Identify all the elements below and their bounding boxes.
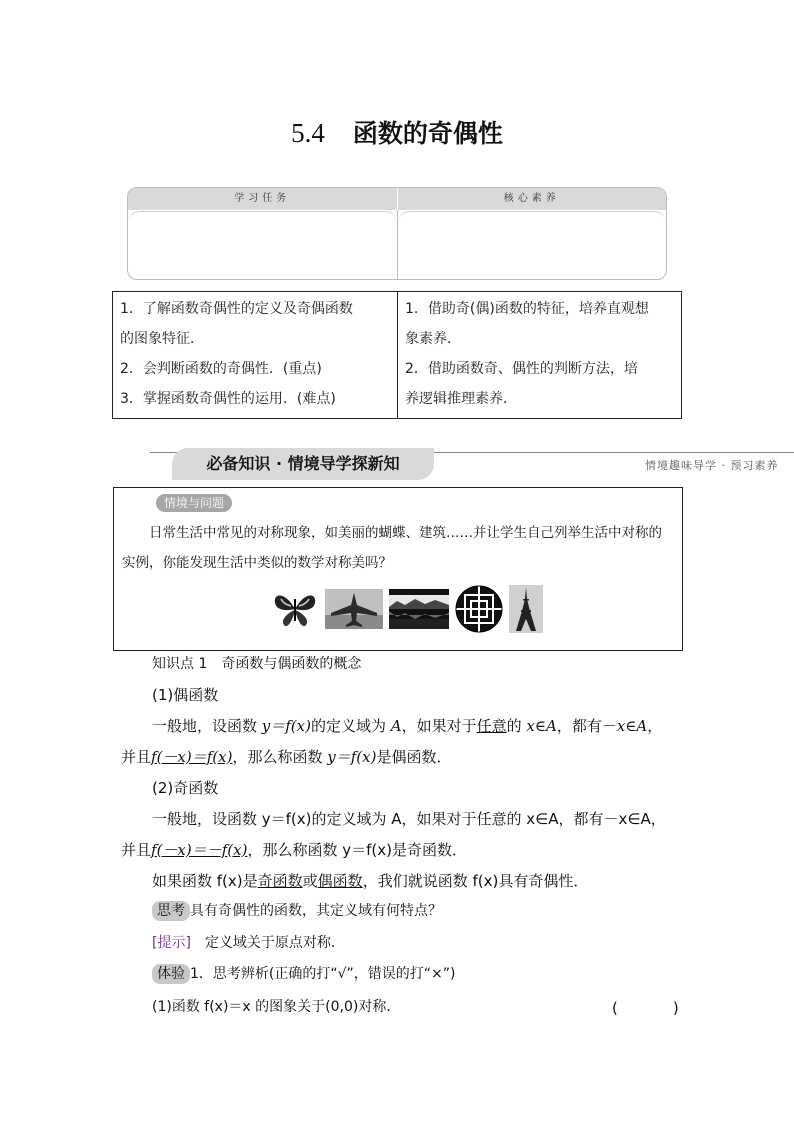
parity-summary: 如果函数 f(x)是奇函数或偶函数，我们就说函数 f(x)具有奇偶性． <box>152 872 589 890</box>
experience-chip: 体验 <box>152 964 190 984</box>
even-definition-line1: 一般地，设函数 y＝f(x)的定义域为 A，如果对于任意的 x∈A，都有－x∈A， <box>152 717 663 735</box>
literacy-line: 2．借助函数奇、偶性的判断方法，培 <box>405 361 638 377</box>
keyword-even-function: 偶函数 <box>317 872 363 890</box>
scenario-text: 日常生活中常见的对称现象，如美丽的蝴蝶、建筑……并让学生自己列举生活中对称的实例，你能发现生活中类似的数学对称美吗？ <box>122 525 662 571</box>
section-title: 函数的奇偶性 <box>352 119 503 148</box>
header-cell-left <box>128 211 397 278</box>
task-line: 2．会判断函数的奇偶性．(重点) <box>120 361 322 377</box>
task-header-table <box>127 187 667 280</box>
landscape-image <box>389 589 449 629</box>
header-learning-tasks: 学习任务 <box>128 188 398 210</box>
section-subtitle: 情境趣味导学 · 预习素养 <box>645 459 779 472</box>
hint: [提示] 定义域关于原点对称． <box>152 935 345 951</box>
knowledge-heading: 知识点 1 奇函数与偶函数的概念 <box>152 656 362 672</box>
header-cell-right <box>398 211 667 278</box>
odd-definition-line2: 并且f(－x)＝－f(x)，那么称函数 y＝f(x)是奇函数． <box>121 841 467 859</box>
symmetry-images <box>271 586 543 632</box>
task-line: 1．了解函数奇偶性的定义及奇偶函数 <box>120 301 353 317</box>
butterfly-image <box>271 589 319 629</box>
literacy-line: 象素养． <box>405 331 461 347</box>
think-question: 思考 具有奇偶性的函数，其定义域有何特点？ <box>152 900 442 921</box>
circle-pattern-image <box>455 585 503 633</box>
question-1: (1)函数 f(x)＝x 的图象关于(0,0)对称． <box>152 999 401 1015</box>
objectives-table <box>112 291 682 419</box>
odd-function-title: (2)奇函数 <box>152 779 219 797</box>
keyword-odd-function: 奇函数 <box>257 872 303 890</box>
scenario-tag: 情境与问题 <box>156 494 232 512</box>
even-condition: f(－x)＝f(x) <box>151 748 233 766</box>
eiffel-tower-image <box>509 585 543 633</box>
learning-tasks-column <box>113 292 398 418</box>
task-line: 的图象特征． <box>120 331 204 347</box>
hint-label: [提示] <box>152 935 191 951</box>
header-core-literacy: 核心素养 <box>503 193 560 204</box>
answer-blank[interactable]: ( ) <box>612 999 699 1017</box>
keyword-any: 任意 <box>476 717 507 735</box>
section-number: 5.4 <box>291 118 325 148</box>
core-literacy-column <box>398 292 681 418</box>
jet-image <box>325 589 383 629</box>
experience-prompt: 体验 1．思考辨析(正确的打“√”，错误的打“×”) <box>152 963 456 984</box>
section-banner: 必备知识 · 情境导学探新知 <box>172 448 434 480</box>
page-title <box>0 114 794 150</box>
odd-definition-line1: 一般地，设函数 y＝f(x)的定义域为 A，如果对于任意的 x∈A，都有－x∈A， <box>152 810 666 828</box>
task-line: 3．掌握函数奇偶性的运用．(难点) <box>120 391 336 407</box>
even-function-title: (1)偶函数 <box>152 686 219 704</box>
literacy-line: 养逻辑推理素养． <box>405 391 517 407</box>
even-definition-line2: 并且f(－x)＝f(x)，那么称函数 y＝f(x)是偶函数． <box>121 748 452 766</box>
literacy-line: 1．借助奇(偶)函数的特征，培养直观想 <box>405 301 649 317</box>
think-chip: 思考 <box>152 901 190 921</box>
scenario-box <box>113 487 683 651</box>
odd-condition: f(－x)＝－f(x) <box>151 841 248 859</box>
